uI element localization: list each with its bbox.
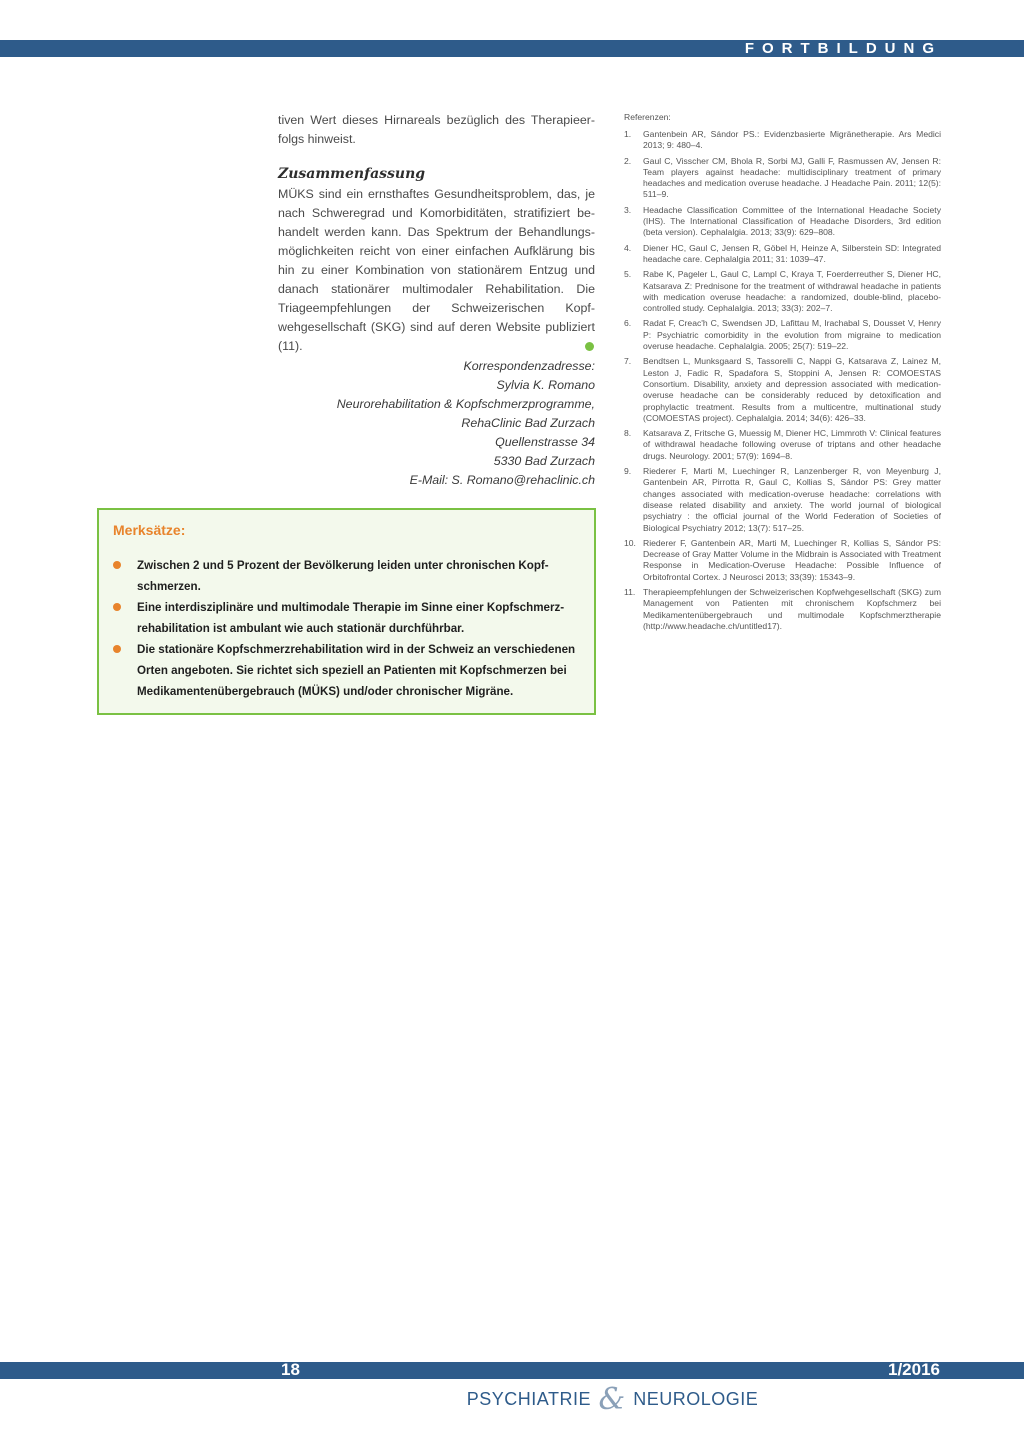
journal-name-part1: PSYCHIATRIE — [466, 1389, 591, 1409]
references-column — [624, 112, 941, 636]
references-title: Referenzen: — [624, 112, 671, 122]
journal-name-part2: NEUROLOGIE — [633, 1389, 759, 1409]
reference-item: 4. Diener HC, Gaul C, Jensen R, Göbel H, Heinze A, Silberstein SD: Integrated headache care. Cephalalgia 2011; 31: 1039–47. — [624, 242, 941, 264]
address-line: Sylvia K. Romano — [496, 378, 595, 392]
intro-paragraph: tiven Wert dieses Hirnareals bezüglich des Therapieerfolgs hinweist. — [278, 113, 595, 146]
bullet-icon — [113, 645, 121, 653]
bullet-icon — [113, 603, 121, 611]
reference-item: 2. Gaul C, Visscher CM, Bhola R, Sorbi MJ, Galli F, Rasmussen AV, Jensen R: Team players against headache: multidisciplinary treatment of primary headaches and medication overuse headache. J Headache Pain. 2011; 12(5): 511–9. — [624, 155, 941, 200]
reference-item: 10. Riederer F, Gantenbein AR, Marti M, Luechinger R, Kollias S, Sándor PS: Decrease of Gray Matter Volume in the Midbrain is Associated with Treatment Response in Medication-Overuse Headache: Possible Influence of Orbitofrontal Cortex. J Neurosci 2013; 33(39): 15343–9. — [624, 537, 941, 582]
summary-paragraph: MÜKS sind ein ernsthaftes Gesundheitsproblem, das, je nach Schweregrad und Komorbiditäten, stratifiziert behandelt werden kann. Das Spektrum der Behandlungsmöglichkeiten reicht von einer einfachen Aufklärung bis hin zu einer Kombination von stationärem Entzug und danach stationärer multimodaler Rehabilitation. Die Triageempfehlungen der Schweizerischen Kopfwehgesellschaft (SKG) sind auf deren Website publiziert (11). — [278, 187, 595, 353]
address-line: RehaClinic Bad Zurzach — [461, 416, 595, 430]
summary-heading: Zusammenfassung — [278, 166, 426, 182]
reference-item: 11. Therapieempfehlungen der Schweizerischen Kopfwehgesellschaft (SKG) zum Management von Patienten mit chronischem Kopfschmerz bei Medikamentenübergebrauch und multimodale Kopfschmerztherapie (http://www.headache.ch/untitled17). — [624, 586, 941, 631]
address-email: E-Mail: S. Romano@rehaclinic.ch — [409, 473, 595, 487]
reference-item: 9. Riederer F, Marti M, Luechinger R, Lanzenberger R, von Meyenburg J, Gantenbein AR, Pirrotta R, Gaul C, Kollias S, Sándor PS: Grey matter changes associated with medication-overuse headache: correlations with disease related disability and anxiety. The world journal of biological psychiatry : the official journal of the World Federation of Societies of Biological Psychiatry 2012; 13(7): 517–25. — [624, 466, 941, 533]
reference-item: 7. Bendtsen L, Munksgaard S, Tassorelli C, Nappi G, Katsarava Z, Lainez M, Leston J, Fadic R, Spadafora S, Stoppini A, Jensen R: COMOESTAS Consortium. Disability, anxiety and depression associated with medication-overuse headache can be considerably reduced by detoxification and prophylactic treatment. Results from a multicentre, multinational study (COMOESTAS project). Cephalalgia. 2014; 34(6): 426–33. — [624, 356, 941, 423]
key-point-text: Eine interdisziplinäre und multimodale Therapie im Sinne einer Kopfschmerzrehabilitation ist ambulant wie auch stationär durchführbar. — [137, 601, 565, 635]
key-point-item — [113, 597, 583, 639]
key-point-text: Die stationäre Kopfschmerzrehabilitation wird in der Schweiz an verschiedenen Orten angeboten. Sie richtet sich speziell an Patienten mit Kopfschmerzen bei Medikamentenübergebrauch (MÜKS) und/oder chronischer Migräne. — [137, 643, 576, 698]
end-mark-icon — [585, 342, 594, 351]
footer-bar — [0, 1362, 1024, 1379]
key-point-item — [113, 639, 583, 702]
reference-item: 3. Headache Classification Committee of the International Headache Society (IHS). The International Classification of Headache Disorders, 3rd edition (beta version). Cephalalgia. 2013; 33(9): 629–808. — [624, 204, 941, 238]
key-points-list — [113, 555, 583, 702]
address-line: Neurorehabilitation & Kopfschmerzprogramme, — [336, 397, 595, 411]
address-line: Korrespondenzadresse: — [463, 359, 595, 373]
bullet-icon — [113, 561, 121, 569]
issue-label: 1/2016 — [888, 1360, 940, 1379]
reference-item: 8. Katsarava Z, Fritsche G, Muessig M, Diener HC, Limmroth V: Clinical features of withdrawal headache following overuse of triptans and other headache drugs. Neurology. 2001; 57(9): 1694–8. — [624, 428, 941, 461]
page-number: 18 — [281, 1360, 300, 1379]
key-point-item — [113, 555, 583, 597]
address-line: 5330 Bad Zurzach — [493, 454, 595, 468]
section-label: FORTBILDUNG — [744, 40, 942, 57]
key-points-box — [97, 508, 596, 715]
reference-item: 6. Radat F, Creac'h C, Swendsen JD, Lafittau M, Irachabal S, Dousset V, Henry P: Psychiatric comorbidity in the evolution from migraine to medication overuse headache. Cephalalgia. 2005; 25(7): 519–22. — [624, 318, 941, 352]
journal-ampersand: & — [598, 1382, 626, 1417]
address-line: Quellenstrasse 34 — [495, 435, 595, 449]
correspondence-address — [278, 357, 595, 490]
article-column — [278, 111, 595, 356]
key-points-title: Merksätze: — [113, 522, 186, 538]
reference-item: 1. Gantenbein AR, Sándor PS.: Evidenzbasierte Migränetherapie. Ars Medici 2013; 9: 480–4. — [624, 129, 941, 151]
reference-item: 5. Rabe K, Pageler L, Gaul C, Lampl C, Kraya T, Foerderreuther S, Diener HC, Katsarava Z: Prednisone for the treatment of withdrawal headache in patients with medication overuse headache: a randomized, double-blind, placebo-controlled study. Cephalalgia. 2013; 33(3): 202–7. — [624, 269, 941, 314]
key-point-text: Zwischen 2 und 5 Prozent der Bevölkerung leiden unter chronischen Kopfschmerzen. — [137, 559, 549, 593]
journal-logo — [450, 1379, 775, 1421]
